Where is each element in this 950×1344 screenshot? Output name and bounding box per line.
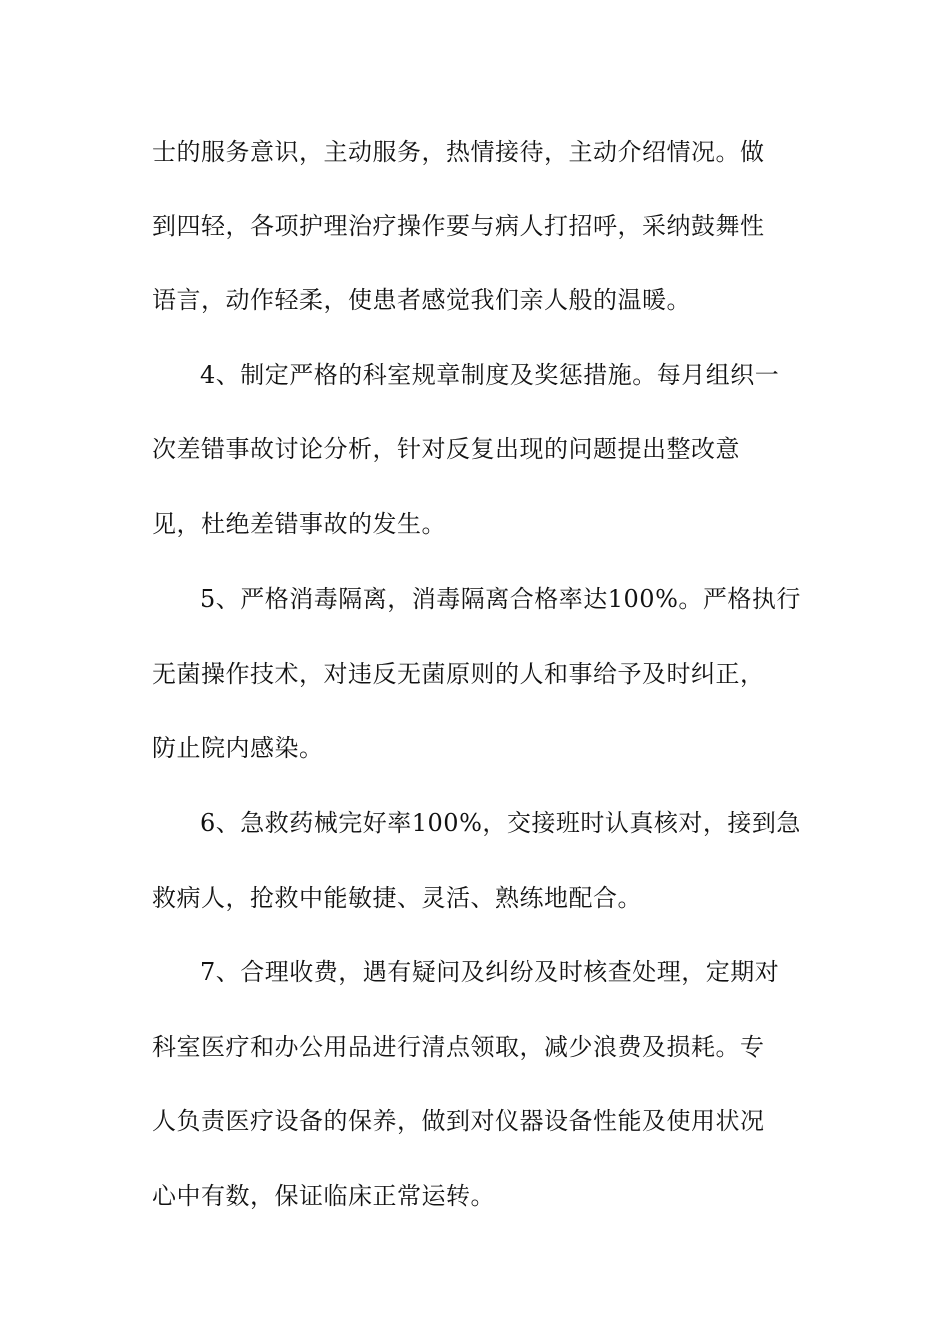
text-line: 次差错事故讨论分析，针对反复出现的问题提出整改意: [152, 435, 740, 463]
text-line: 心中有数，保证临床正常运转。: [152, 1182, 495, 1210]
text-line: 救病人，抢救中能敏捷、灵活、熟练地配合。: [152, 884, 642, 912]
text-line: 科室医疗和办公用品进行清点领取，减少浪费及损耗。专: [152, 1033, 765, 1061]
paragraph-6-first-line: 6、急救药械完好率100%，交接班时认真核对，接到急: [200, 809, 801, 837]
paragraph-5-first-line: 5、严格消毒隔离，消毒隔离合格率达100%。严格执行: [200, 585, 801, 613]
paragraph-4-first-line: 4、制定严格的科室规章制度及奖惩措施。每月组织一: [200, 361, 780, 389]
paragraph-7-first-line: 7、合理收费，遇有疑问及纠纷及时核查处理，定期对: [200, 958, 780, 986]
text-line: 到四轻，各项护理治疗操作要与病人打招呼，采纳鼓舞性: [152, 212, 765, 240]
text-line: 见，杜绝差错事故的发生。: [152, 510, 446, 538]
text-line: 人负责医疗设备的保养，做到对仪器设备性能及使用状况: [152, 1107, 765, 1135]
text-line: 士的服务意识，主动服务，热情接待，主动介绍情况。做: [152, 138, 765, 166]
text-line: 无菌操作技术，对违反无菌原则的人和事给予及时纠正，: [152, 660, 765, 688]
text-line: 语言，动作轻柔，使患者感觉我们亲人般的温暖。: [152, 286, 691, 314]
text-line: 防止院内感染。: [152, 734, 324, 762]
